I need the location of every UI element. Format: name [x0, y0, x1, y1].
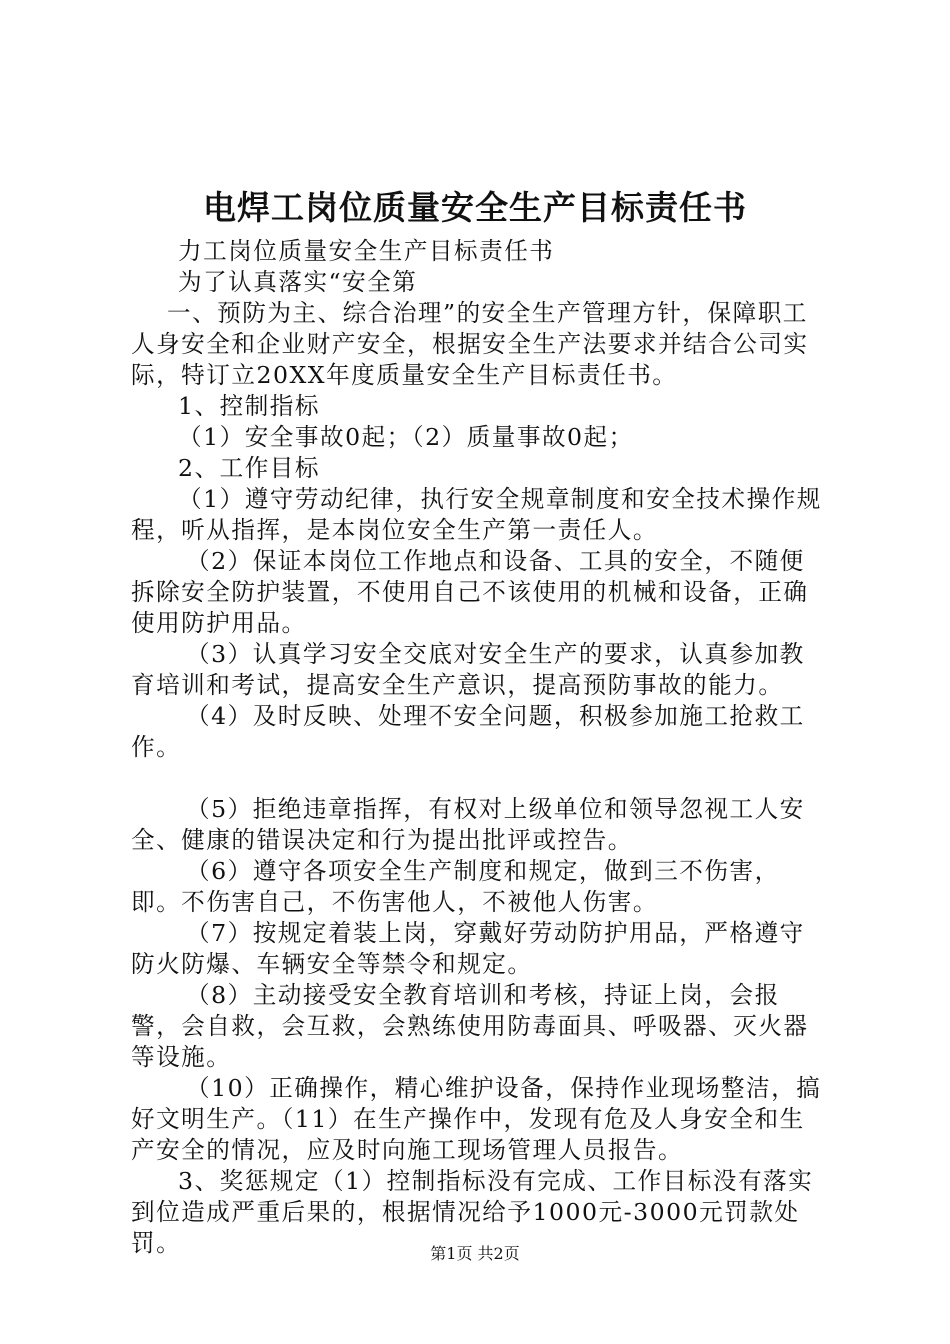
heading-work-goals: 2、工作目标 [178, 454, 320, 482]
paragraph-subtitle: 力工岗位质量安全生产目标责任书 [178, 237, 555, 265]
paragraph-policy: 一、预防为主、综合治理”的安全生产管理方针，保障职工人身安全和企业财产安全，根据安全生产法要求并结合公司实际，特订立20XX年度质量安全生产目标责任书。 [131, 299, 809, 389]
goal-item-2: （2）保证本岗位工作地点和设备、工具的安全，不随便拆除安全防护装置，不使用自己不该使用的机械和设备，正确使用防护用品。 [131, 547, 809, 637]
document-body [131, 236, 829, 1259]
goal-item-5: （5）拒绝违章指挥，有权对上级单位和领导忽视工人安全、健康的错误决定和行为提出批评或控告。 [131, 795, 805, 854]
goal-item-4: （4）及时反映、处理不安全问题，积极参加施工抢救工作。 [131, 702, 805, 761]
paragraph-gap [131, 763, 829, 794]
goal-item-3: （3）认真学习安全交底对安全生产的要求，认真参加教育培训和考试，提高安全生产意识，提高预防事故的能力。 [131, 640, 805, 699]
paragraph-rewards-penalties: 3、奖惩规定（1）控制指标没有完成、工作目标没有落实到位造成严重后果的，根据情况给予1000元-3000元罚款处罚。 [131, 1167, 814, 1257]
goal-item-6: （6）遵守各项安全生产制度和规定，做到三不伤害，即。不伤害自己，不伤害他人，不被他人伤害。 [131, 857, 780, 916]
paragraph-intro: 为了认真落实“安全第 [178, 268, 418, 296]
page-footer: 第1页 共2页 [430, 1244, 520, 1263]
goal-item-10-11: （10）正确操作，精心维护设备，保持作业现场整洁，搞好文明生产。（11）在生产操作中，发现有危及人身安全和生产安全的情况，应及时向施工现场管理人员报告。 [131, 1074, 822, 1164]
goal-item-8: （8）主动接受安全教育培训和考核，持证上岗，会报警，会自救，会互救，会熟练使用防毒面具、呼吸器、灭火器等设施。 [131, 981, 809, 1071]
goal-item-1: （1）遵守劳动纪律，执行安全规章制度和安全技术操作规程，听从指挥，是本岗位安全生产第一责任人。 [131, 485, 822, 544]
heading-control-indicators: 1、控制指标 [178, 392, 320, 420]
document-title: 电焊工岗位质量安全生产目标责任书 [203, 188, 747, 227]
goal-item-7: （7）按规定着装上岗，穿戴好劳动防护用品，严格遵守防火防爆、车辆安全等禁令和规定。 [131, 919, 805, 978]
paragraph-control-values: （1）安全事故0起；（2）质量事故0起； [178, 423, 634, 451]
